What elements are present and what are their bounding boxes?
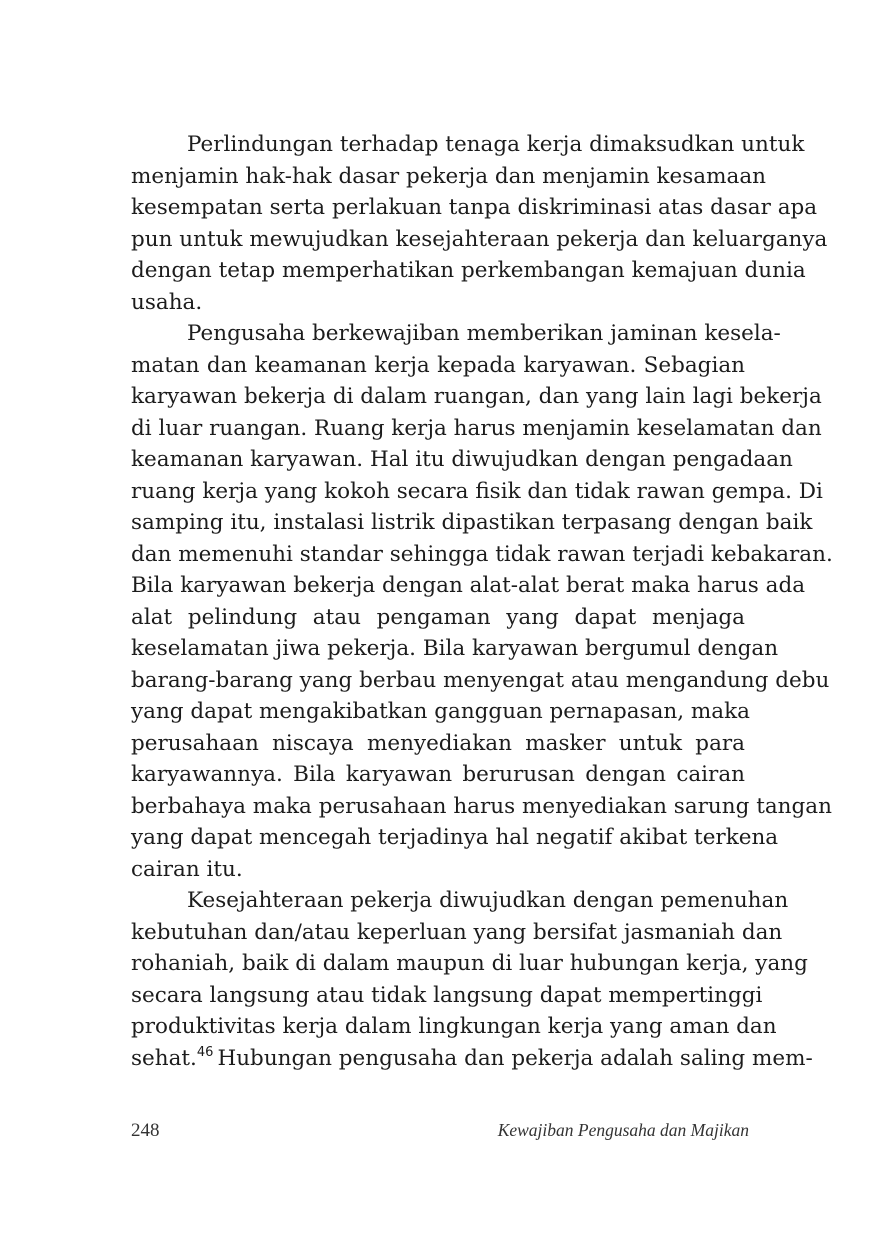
text-line: dan memenuhi standar sehingga tidak rawan terjadi kebakaran. — [131, 541, 833, 567]
body-text — [131, 129, 833, 1074]
text-line: keselamatan jiwa pekerja. Bila karyawan bergumul dengan — [131, 636, 779, 661]
text-fragment: Hubungan pengusaha dan pekerja adalah saling mem- — [217, 1045, 813, 1071]
text-line: yang dapat mengakibatkan gangguan pernapasan, maka — [131, 699, 750, 724]
running-title: Kewajiban Pengusaha dan Majikan — [497, 1120, 749, 1140]
paragraph-3 — [131, 885, 813, 1074]
text-line: barang-barang yang berbau menyengat atau mengandung debu — [131, 667, 830, 693]
text-line: produktivitas kerja dalam lingkungan kerja yang aman dan — [131, 1014, 777, 1039]
text-line: yang dapat mencegah terjadinya hal negatif akibat terkena — [131, 825, 779, 850]
text-line: samping itu, instalasi listrik dipastikan terpasang dengan baik — [131, 510, 813, 535]
text-line: menjamin hak-hak dasar pekerja dan menjamin kesamaan — [131, 163, 766, 189]
text-line-with-footnote — [131, 1043, 813, 1075]
text-line: Perlindungan terhadap tenaga kerja dimaksudkan untuk — [187, 132, 805, 157]
text-line: kebutuhan dan/atau keperluan yang bersifat jasmaniah dan — [131, 919, 783, 945]
text-line: kesempatan serta perlakuan tanpa diskriminasi atas dasar apa — [131, 195, 818, 220]
text-line: keamanan karyawan. Hal itu diwujudkan dengan pengadaan — [131, 447, 793, 472]
text-line: karyawan bekerja di dalam ruangan, dan yang lain lagi bekerja — [131, 384, 822, 409]
paragraph-2 — [131, 318, 833, 885]
text-line: cairan itu. — [131, 856, 243, 882]
text-line: usaha. — [131, 289, 203, 315]
text-line: dengan tetap memperhatikan perkembangan kemajuan dunia — [131, 258, 806, 283]
footnote-reference[interactable]: 46 — [196, 1044, 214, 1060]
text-fragment: sehat. — [131, 1045, 197, 1071]
text-line: ruang kerja yang kokoh secara fisik dan tidak rawan gempa. Di — [131, 478, 823, 504]
text-line: perusahaan niscaya menyediakan masker untuk para — [131, 730, 745, 756]
text-line: pun untuk mewujudkan kesejahteraan pekerja dan keluarganya — [131, 226, 828, 252]
text-line: berbahaya maka perusahaan harus menyediakan sarung tangan — [131, 793, 832, 819]
text-line: Kesejahteraan pekerja diwujudkan dengan pemenuhan — [187, 888, 789, 913]
paragraph-1 — [131, 129, 828, 318]
text-line: rohaniah, baik di dalam maupun di luar hubungan kerja, yang — [131, 951, 808, 976]
text-line: di luar ruangan. Ruang kerja harus menjamin keselamatan dan — [131, 415, 822, 441]
text-line: secara langsung atau tidak langsung dapat mempertinggi — [131, 982, 763, 1008]
page-number: 248 — [131, 1120, 160, 1141]
text-line: Bila karyawan bekerja dengan alat-alat berat maka harus ada — [131, 573, 806, 598]
text-line: matan dan keamanan kerja kepada karyawan. Sebagian — [131, 352, 745, 378]
text-line: Pengusaha berkewajiban memberikan jaminan kesela- — [187, 321, 781, 346]
text-line: alat pelindung atau pengaman yang dapat menjaga — [131, 604, 745, 630]
text-line: karyawannya. Bila karyawan berurusan dengan cairan — [131, 762, 745, 787]
